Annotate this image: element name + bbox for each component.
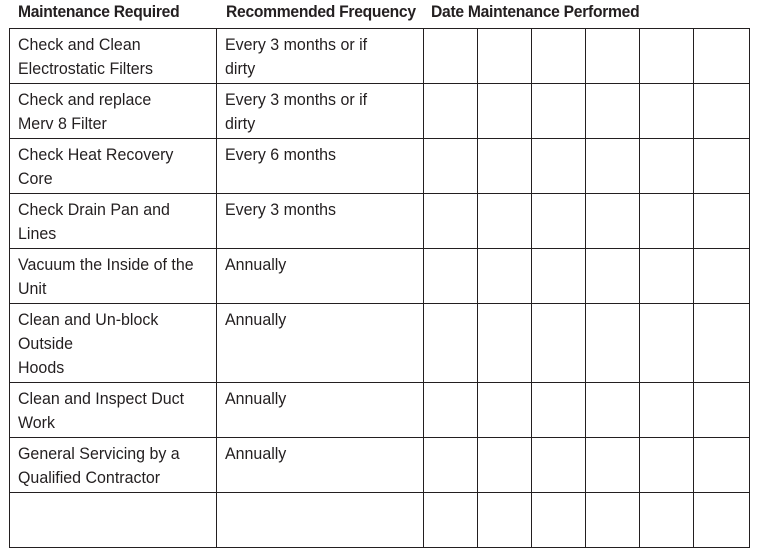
task-cell: Check Heat Recovery Core (10, 139, 217, 194)
date-cell[interactable] (478, 383, 532, 438)
table-row (10, 194, 750, 249)
table-row (10, 249, 750, 304)
date-cell[interactable] (478, 84, 532, 139)
date-cell[interactable] (640, 438, 694, 493)
date-cell[interactable] (694, 139, 750, 194)
date-cell[interactable] (532, 493, 586, 548)
date-cell[interactable] (694, 84, 750, 139)
date-cell[interactable] (478, 438, 532, 493)
date-cell[interactable] (694, 249, 750, 304)
date-cell[interactable] (532, 139, 586, 194)
frequency-cell: Annually (217, 304, 424, 383)
date-cell[interactable] (478, 304, 532, 383)
frequency-cell: Every 3 months (217, 194, 424, 249)
date-cell[interactable] (586, 493, 640, 548)
date-cell[interactable] (694, 383, 750, 438)
date-cell[interactable] (586, 29, 640, 84)
date-cell[interactable] (532, 304, 586, 383)
date-cell[interactable] (586, 304, 640, 383)
task-cell: Check and replace Merv 8 Filter (10, 84, 217, 139)
date-cell[interactable] (424, 249, 478, 304)
header-maintenance-required: Maintenance Required (18, 2, 180, 21)
date-cell[interactable] (424, 84, 478, 139)
date-cell[interactable] (640, 139, 694, 194)
date-cell[interactable] (640, 84, 694, 139)
task-cell: Clean and Un-block Outside Hoods (10, 304, 217, 383)
task-cell: Check and Clean Electrostatic Filters (10, 29, 217, 84)
date-cell[interactable] (586, 249, 640, 304)
table-row (10, 493, 750, 548)
date-cell[interactable] (532, 84, 586, 139)
frequency-cell[interactable] (217, 493, 424, 548)
header-recommended-frequency: Recommended Frequency (226, 2, 416, 21)
date-cell[interactable] (694, 304, 750, 383)
date-cell[interactable] (424, 194, 478, 249)
date-cell[interactable] (640, 249, 694, 304)
date-cell[interactable] (532, 29, 586, 84)
date-cell[interactable] (424, 29, 478, 84)
date-cell[interactable] (640, 493, 694, 548)
header-date-maintenance-performed: Date Maintenance Performed (431, 2, 640, 21)
frequency-cell: Annually (217, 383, 424, 438)
frequency-cell: Annually (217, 249, 424, 304)
task-cell[interactable] (10, 493, 217, 548)
date-cell[interactable] (478, 493, 532, 548)
date-cell[interactable] (424, 493, 478, 548)
task-cell: Clean and Inspect Duct Work (10, 383, 217, 438)
date-cell[interactable] (586, 383, 640, 438)
date-cell[interactable] (532, 438, 586, 493)
date-cell[interactable] (694, 29, 750, 84)
date-cell[interactable] (424, 139, 478, 194)
date-cell[interactable] (424, 438, 478, 493)
frequency-cell: Annually (217, 438, 424, 493)
table-row (10, 29, 750, 84)
date-cell[interactable] (586, 194, 640, 249)
task-cell: Vacuum the Inside of the Unit (10, 249, 217, 304)
frequency-cell: Every 3 months or if dirty (217, 29, 424, 84)
maintenance-log-table (9, 28, 750, 548)
date-cell[interactable] (694, 493, 750, 548)
date-cell[interactable] (478, 139, 532, 194)
date-cell[interactable] (586, 438, 640, 493)
date-cell[interactable] (478, 249, 532, 304)
date-cell[interactable] (694, 438, 750, 493)
date-cell[interactable] (478, 29, 532, 84)
date-cell[interactable] (424, 304, 478, 383)
task-cell: Check Drain Pan and Lines (10, 194, 217, 249)
table-row (10, 139, 750, 194)
date-cell[interactable] (694, 194, 750, 249)
date-cell[interactable] (640, 304, 694, 383)
table-row (10, 304, 750, 383)
date-cell[interactable] (532, 249, 586, 304)
date-cell[interactable] (532, 194, 586, 249)
date-cell[interactable] (640, 194, 694, 249)
table-row (10, 84, 750, 139)
task-cell: General Servicing by a Qualified Contractor (10, 438, 217, 493)
table-row (10, 438, 750, 493)
frequency-cell: Every 3 months or if dirty (217, 84, 424, 139)
date-cell[interactable] (586, 84, 640, 139)
date-cell[interactable] (586, 139, 640, 194)
date-cell[interactable] (532, 383, 586, 438)
table-row (10, 383, 750, 438)
frequency-cell: Every 6 months (217, 139, 424, 194)
date-cell[interactable] (640, 383, 694, 438)
date-cell[interactable] (640, 29, 694, 84)
date-cell[interactable] (478, 194, 532, 249)
date-cell[interactable] (424, 383, 478, 438)
